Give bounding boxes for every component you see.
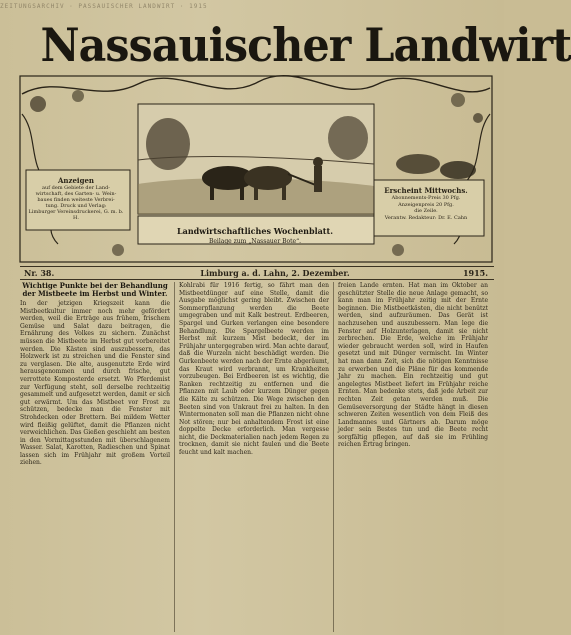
- advertising-info: [28, 176, 124, 221]
- ad-right-line: Anzeigenpreis 20 Pfg.: [398, 201, 454, 208]
- column-text: freien Lande ernten. Hat man im Oktober an geschützter Stelle die neue Anlage gemacht, so kann man im Frühjahr zeitig mit der Ernte beginnen. Die Mistbeetkästen, die nicht benützt werden, sind aufzuräumen. Das Gerät ist nachzusehen und auszubessern. Man lege die Fenster auf Holzunterlagen, damit sie nicht zerbrechen. Die Erde, welche im Frühjahr wieder gebraucht werden soll, wird in Haufen gesetzt und mit Dünger vermischt. Im Winter hat man dann Zeit, sich die nötigen Kenntnisse zu erwerben und die Pläne für das kommende Jahr zu machen. Ein rechtzeitig und gut angelegtes Mistbeet liefert im Frühjahr reiche Ernten. Man bedenke stets, daß jede Arbeit zur rechten Zeit getan werden muß. Die Gemüseversorgung der Städte hängt in diesen schweren Zeiten wesentlich von dem Fleiß des Landmannes und Gärtners ab. Darum möge jeder sein Bestes tun und die Beete recht sorgfältig pflegen, auf daß sie im Frühling reichen Ertrag bringen.: [338, 282, 488, 449]
- masthead-title: Nassauischer Landwirt: [40, 18, 571, 72]
- weekly-subtitle: Landwirtschaftliches Wochenblatt.: [177, 226, 333, 236]
- place-date: Limburg a. d. Lahn, 2. Dezember.: [200, 268, 350, 278]
- top-strip: ZEITUNGSARCHIV · PASSAUISCHER LANDWIRT · 1915: [0, 3, 208, 10]
- ad-left-line: auf dem Gebiete der Land-: [42, 185, 110, 191]
- article-column-1: [20, 282, 170, 632]
- column-text: Kohlrabi für 1916 fertig, so fährt man den Mistbeetdünger auf eine Stelle, damit die Ausgabe möglichst gering bleibt. Zwischen der Sommerpflanzung werden die Beete umgegraben und mit Kalk bestreut. Erdbeeren, Spargel und Gurken verlangen eine besondere Behandlung. Die Spargelbeete werden im Herbst mit kurzem Mist bedeckt, der im Frühjahr untergegraben wird. Man achte darauf, daß die Wurzeln nicht beschädigt werden. Die Gurkenbeete werden nach der Ernte abgeräumt, das Kraut wird verbrannt, um Krankheiten vorzubeugen. Bei Erdbeeren ist es wichtig, die Ranken rechtzeitig zu entfernen und die Pflanzen mit Laub oder kurzem Dünger gegen die Kälte zu schützen. Die Wege zwischen den Beeten sind von Unkraut frei zu halten. In den Wintermonaten soll man die Pflanzen nicht ohne Not stören; nur bei anhaltendem Frost ist eine doppelte Decke erforderlich. Man vergesse nicht, die Deckmaterialien nach jedem Regen zu trocknen, damit sie nicht faulen und die Beete feucht und kalt machen.: [179, 282, 329, 457]
- issue-number: Nr. 38.: [24, 268, 55, 278]
- ad-right-line: Abonnements-Preis 30 Pfg.: [391, 195, 461, 201]
- article-column-2: [179, 282, 329, 632]
- column-divider: [333, 282, 334, 632]
- ad-right-line: Verantw. Redakteur: Dr. E. Cahn: [384, 214, 468, 221]
- ad-right-title: Erscheint Mittwochs.: [384, 186, 468, 195]
- ad-right-line: die Zeile.: [414, 208, 438, 214]
- column-divider: [174, 282, 175, 632]
- ad-left-line: wirtschaft, des Garten- u. Wein-: [35, 191, 117, 197]
- publication-info: [374, 186, 478, 221]
- dateline: [20, 266, 494, 280]
- article-columns: [20, 282, 494, 632]
- supplement-note: Beilage zum „Nassauer Bote“.: [208, 238, 302, 245]
- ad-left-line: tung. Druck und Verlag:: [45, 203, 107, 209]
- article-headline: Wichtige Punkte bei der Behandlung der Mistbeete im Herbst und Winter.: [22, 281, 168, 298]
- ad-left-title: Anzeigen: [57, 176, 95, 185]
- ad-left-line: baues finden weiteste Verbrei-: [37, 197, 115, 203]
- column-text: In der jetzigen Kriegszeit kann die Mistbeetkultur immer noch mehr gefördert werden, weil die Erträge aus frühem, frischem Gemüse und Salat dazu beitragen, die Ernährung des Volkes zu sichern. Zunächst müssen die Mistbeete im Herbst gut vorbereitet werden. Die Kästen sind auszubessern, das Holzwerk ist zu streichen und die Fenster sind zu verglasen. Die alte, ausgenutzte Erde wird herausgenommen und durch frische, gut verrottete Komposterde ersetzt. Wo Pferdemist zur Verfügung steht, soll derselbe rechtzeitig gesammelt und aufgesetzt werden, damit er sich gut erwärmt. Um das Mistbeet vor Frost zu schützen, bedecke man die Fenster mit Strohdecken oder Brettern. Bei mildem Wetter wird fleißig gelüftet, damit die Pflanzen nicht verweichlichen. Das Gießen geschieht am besten in den Vormittagsstunden mit überschlagenem Wasser. Salat, Karotten, Radieschen und Spinat lassen sich im Frühjahr mit großem Vorteil ziehen.: [20, 300, 170, 467]
- ad-left-line: Limburger Vereinsdruckerei, G. m. b. H.: [28, 209, 124, 221]
- issue-year: 1915.: [462, 268, 488, 278]
- article-column-3: [338, 282, 488, 632]
